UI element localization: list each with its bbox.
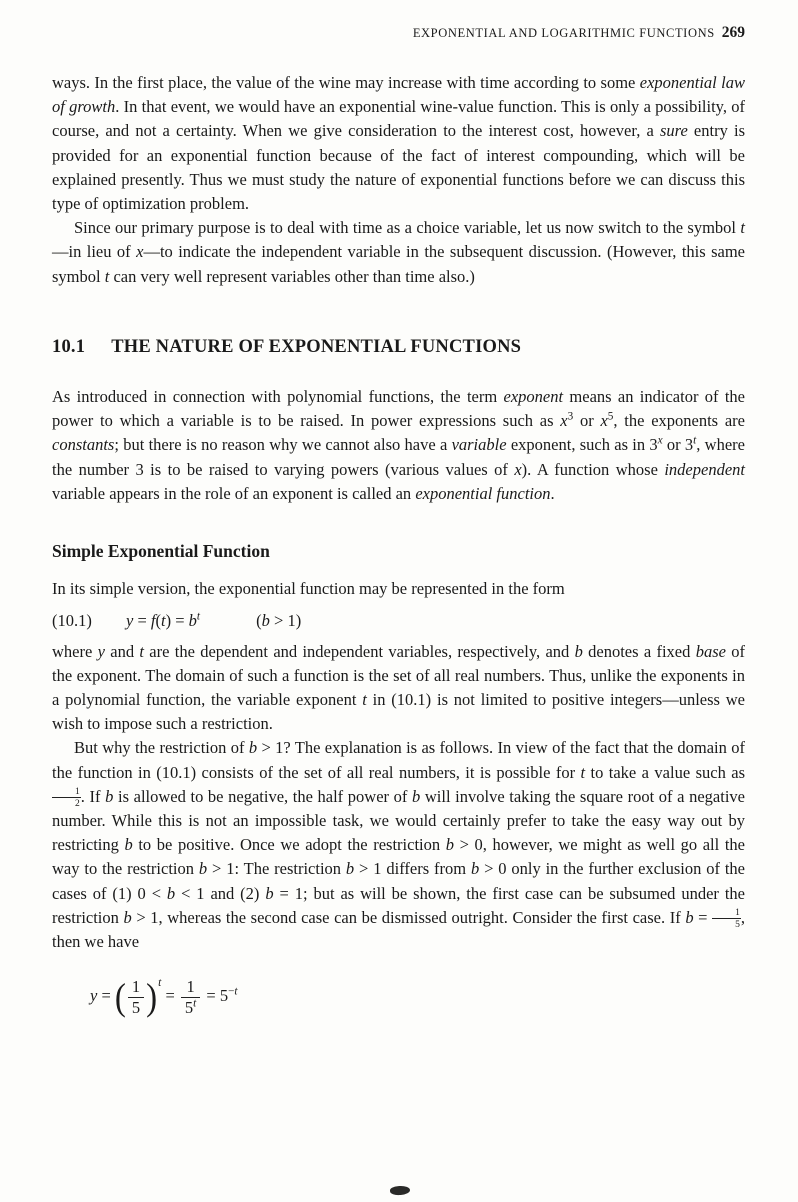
page-body bbox=[52, 71, 745, 1020]
paragraph-subsection-3: But why the restriction of b > 1? The explanation is as follows. In view of the fact that the domain of the function in (10.1) consists of the set of all real numbers, it is possible for t to take a value such as $\frac{1}{2}$ . If b is allowed to be negative, the half power of b will involve taking the square root of a negative number. While this is not an impossible task, we would certainly prefer to take the easy way out by restricting b to be positive. Once we adopt the restriction b > 0, however, we might as well go all the way to the restriction b > 1: The restriction b > 1 differs from b > 0 only in the further exclusion of the cases of (1) 0 < b < 1 and (2) b = 1; but as will be shown, the first case can be subsumed under the restriction b > 1, whereas the second case can be dismissed outright. Consider the first case. If b = $\frac{1}{5}$ , then we have bbox=[52, 738, 746, 952]
paragraph-intro-2: Since our primary purpose is to deal with time as a choice variable, let us now switch to the symbol t—in lieu of x—to indicate the independent variable in the subsequent discussion. (However, this same symbol t can very well represent variables other than time also.) bbox=[52, 218, 745, 286]
running-header bbox=[52, 24, 745, 42]
paragraph-section-1: As introduced in connection with polynomial functions, the term exponent means an indicator of the power to which a variable is to be raised. In power expressions such as $x^3$ or $x^5$, the exponents are constants; but there is no reason why we cannot also have a variable exponent, such as in 3$^x$ or 3$^t$, where the number 3 is to be raised to varying powers (various values of x). A function whose independent variable appears in the role of an exponent is called an exponential function. bbox=[52, 387, 745, 503]
paragraph-intro-1: ways. In the first place, the value of the wine may increase with time according to some exponential law of growth. In that event, we would have an exponential wine-value function. This is only a possibility, of course, and not a certainty. When we give consideration to the interest cost, however, a sure entry is provided for an exponential function because of the fact of interest compounding, which will be explained presently. Thus we must study the nature of exponential functions before we can discuss this type of optimization problem. bbox=[52, 73, 745, 214]
section-number: 10.1 bbox=[52, 336, 86, 357]
paragraph-subsection-1: In its simple version, the exponential function may be represented in the form bbox=[52, 579, 565, 599]
paragraph-subsection-2: where y and t are the dependent and independent variables, respectively, and b denotes a fixed base of the exponent. The domain of such a function is the set of all real numbers. Thus, unlike the exponents in a polynomial function, the variable exponent t in (10.1) is not limited to positive integers—unless we wish to impose such a restriction. bbox=[52, 641, 745, 734]
equation-body: $y = f(t) = b^t$ bbox=[126, 610, 201, 631]
equation-condition: (b > 1) bbox=[256, 611, 302, 631]
section-heading bbox=[52, 335, 745, 359]
equation-label: (10.1) bbox=[52, 611, 92, 631]
equation-10-1 bbox=[52, 609, 745, 633]
section-title: THE NATURE OF EXPONENTIAL FUNCTIONS bbox=[111, 336, 522, 357]
page-number: 269 bbox=[721, 24, 745, 41]
display-equation: y = ( $\frac{1}{5}$ )$^t$ = $\frac{1}{5^t}$ = $5^{-t}$ bbox=[90, 976, 238, 1019]
subsection-heading: Simple Exponential Function bbox=[52, 541, 270, 562]
running-title: EXPONENTIAL AND LOGARITHMIC FUNCTIONS bbox=[412, 26, 715, 40]
